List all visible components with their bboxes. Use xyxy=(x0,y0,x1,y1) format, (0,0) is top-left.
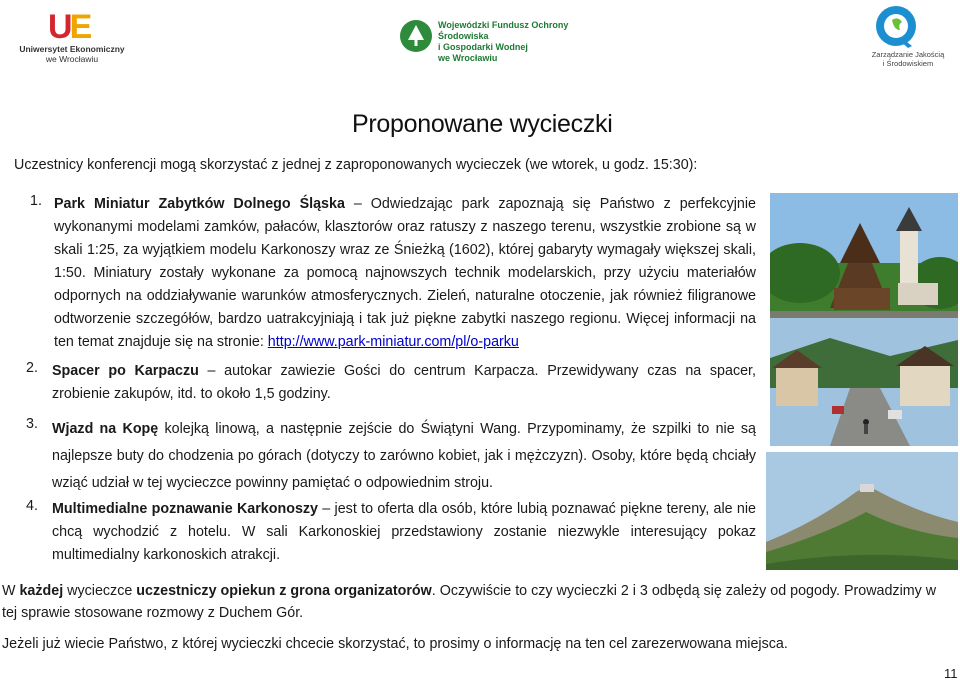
item-number: 3. xyxy=(26,416,38,432)
wfosigw-logo xyxy=(400,18,570,63)
item-text: – Odwiedzając park zapoznają się Państwo z perfekcyjnie wykonanymi modelami zamków, pałaców, klasztorów oraz ratuszy z naszego terenu, wszystkie zrobione są w skali 1:25, za wyjątkiem modelu Karkonoszy wraz ze Śnieżką (1602), której gabaryty wymagały większej skali, 1:50. Miniatury zostały wykonane za pomocą najnowszych technik modelarskich, przy użyciu materiałów odpornych na oddziaływanie warunków atmosferycznych. Zieleń, naturalne otoczenie, jak również filigranowe odtworzenie szczegółów, bardzo uatrakcyjniają i tak już piękne zabytki naszego regionu. Więcej informacji na ten temat znajduje się na stronie: xyxy=(54,196,756,350)
wf-logo-line3: we Wrocławiu xyxy=(438,53,498,63)
wf-logo-line2: i Gospodarki Wodnej xyxy=(438,42,528,52)
list-item xyxy=(52,498,756,567)
ue-logo-city: we Wrocławiu xyxy=(45,54,99,64)
tree-icon xyxy=(400,20,432,52)
ue-logo-mark: UE xyxy=(48,8,90,46)
list-item xyxy=(52,360,756,406)
item-number: 1. xyxy=(30,193,42,209)
item-text: kolejką linową, a następnie zejście do Świątyni Wang. Przypominamy, że szpilki to nie są najlepsze buty do chodzenia po górach (dotyczy to zarówno kobiet, jak i mężczyzn). Osoby, które będą chciały wziąć udział w tej wycieczce powinny pamiętać o odpowiednim stroju. xyxy=(52,421,757,491)
reservation-note: Jeżeli już wiecie Państwo, z której wycieczki chcecie skorzystać, to prosimy o informację na ten cel zarezerwowana miejsca. xyxy=(2,636,788,652)
item-number: 4. xyxy=(26,498,38,514)
park-miniatur-link[interactable]: http://www.park-miniatur.com/pl/o-parku xyxy=(267,334,519,350)
karpacz-street-photo xyxy=(770,318,958,446)
item-title: Spacer po Karpaczu xyxy=(52,363,199,379)
wf-logo-line1: Wojewódzki Fundusz Ochrony Środowiska xyxy=(438,20,569,41)
globe-icon xyxy=(872,2,920,50)
zj-logo-line2: i Środowiskiem xyxy=(882,59,934,68)
page-title: Proponowane wycieczki xyxy=(352,110,613,138)
zjis-logo xyxy=(860,2,956,72)
ue-logo xyxy=(18,10,126,66)
item-title: Park Miniatur Zabytków Dolnego Śląska xyxy=(54,196,345,212)
wang-temple-photo xyxy=(770,193,958,335)
page-number: 11 xyxy=(944,666,958,681)
list-item xyxy=(52,416,756,497)
item-text: – autokar zawiezie Gości do centrum Karpacza. Przewidywany czas na spacer, zrobienie zakupów, itd. to około 1,5 godziny. xyxy=(52,363,756,402)
sniezka-mountain-photo xyxy=(766,452,958,570)
ue-logo-name: Uniwersytet Ekonomiczny xyxy=(19,44,125,54)
organizer-note: W każdej wycieczce uczestniczy opiekun z grona organizatorów. Oczywiście to czy wycieczki 2 i 3 odbędą się zależy od pogody. Prowadzimy w tej sprawie stosowane rozmowy z Duchem Gór. xyxy=(2,583,937,621)
intro-text: Uczestnicy konferencji mogą skorzystać z jednej z zaproponowanych wycieczek (we wtorek, u godz. 15:30): xyxy=(14,157,698,173)
item-number: 2. xyxy=(26,360,38,376)
item-title: Wjazd na Kopę xyxy=(52,421,159,437)
item-title: Multimedialne poznawanie Karkonoszy xyxy=(52,501,318,517)
zj-logo-line1: Zarządzanie Jakością xyxy=(871,50,945,59)
item-text: – jest to oferta dla osób, które lubią poznawać piękne tereny, ale nie chcą wychodzić z hotelu. W sali Karkonoskiej przedstawiony zostanie niezwykle interesujący pokaz multimedialny karkonoskich atrakcji. xyxy=(52,501,756,563)
list-item xyxy=(54,193,756,354)
